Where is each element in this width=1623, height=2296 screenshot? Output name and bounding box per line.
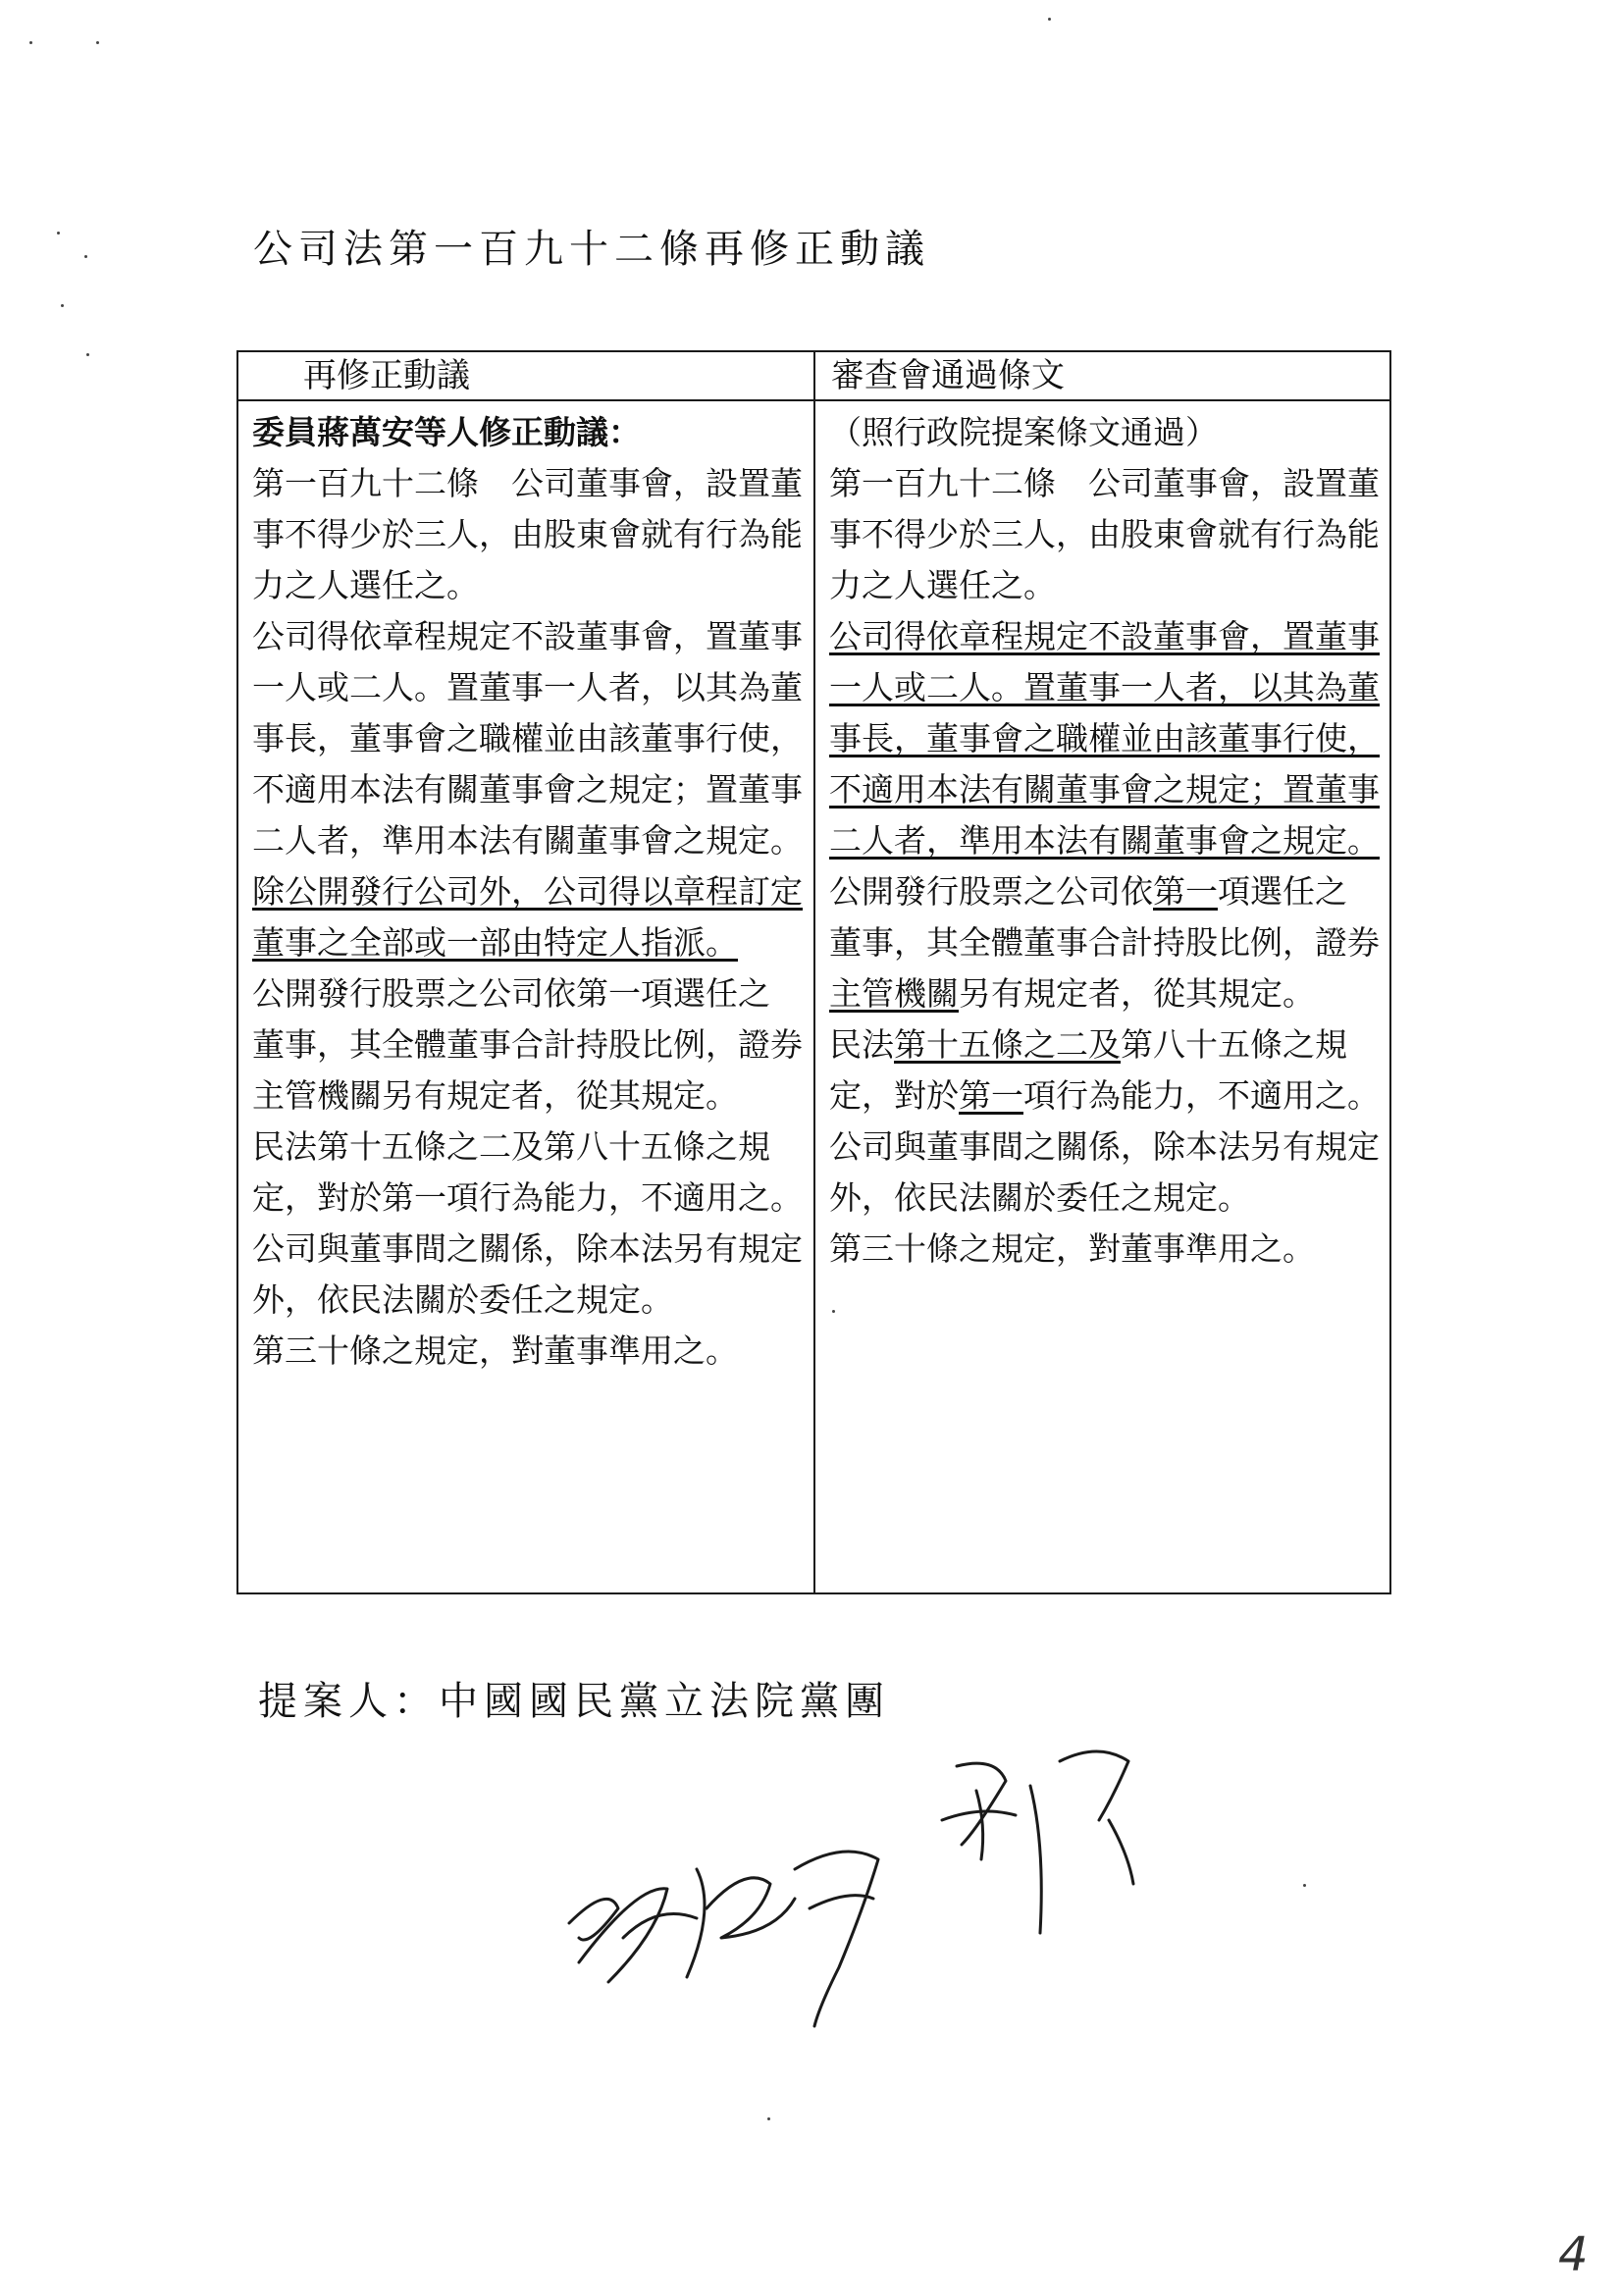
left-column-header: 再修正動議	[237, 351, 814, 400]
right-text-segment: 公司與董事間之關係，除本法另有規定	[829, 1127, 1380, 1166]
scan-speck	[84, 255, 87, 258]
right-text-segment: 民法	[829, 1025, 894, 1064]
right-text-segment: 董事，其全體董事合計持股比例，證券	[829, 923, 1380, 962]
right-text-segment: 一人或二人。置董事一人者，以其為董	[829, 668, 1380, 706]
right-text-segment: 第十五條之二及	[894, 1025, 1121, 1064]
right-text-segment: 主管機關	[829, 974, 959, 1013]
right-text-segment: 公司得依章程規定不設董事會，置董事	[829, 617, 1380, 655]
signature-stroke	[957, 1763, 1006, 1845]
right-text-line	[829, 407, 1380, 458]
right-text-line	[829, 866, 1380, 917]
right-text-line	[829, 458, 1380, 509]
page-number: 4	[1558, 2227, 1589, 2282]
left-text-line: 民法第十五條之二及第八十五條之規	[252, 1127, 770, 1166]
document-title: 公司法第一百九十二條再修正動議	[253, 227, 930, 272]
right-text-line	[829, 968, 1380, 1019]
right-text-segment: 第三十條之規定，對董事準用之。	[829, 1229, 1315, 1268]
left-text-line: 第三十條之規定，對董事準用之。	[252, 1331, 738, 1370]
right-text-line	[829, 662, 1380, 713]
signature-stroke	[1030, 1786, 1041, 1933]
left-text-line: 定，對於第一項行為能力，不適用之。	[252, 1178, 803, 1217]
left-text-line: 事長，董事會之職權並由該董事行使，	[252, 719, 803, 757]
right-text-line	[829, 1019, 1380, 1070]
left-text-line: 主管機關另有規定者，從其規定。	[252, 1076, 738, 1115]
right-text-segment: 第一百九十二條 公司董事會，設置董	[829, 464, 1380, 502]
left-text-line: 公司與董事間之關係，除本法另有規定	[252, 1229, 803, 1268]
signature-stroke	[707, 1878, 795, 1938]
left-text-line: 外，依民法關於委任之規定。	[252, 1280, 673, 1319]
right-column-header: 審查會通過條文	[814, 351, 1390, 400]
signature-stroke	[569, 1899, 618, 1940]
right-text-line	[829, 815, 1380, 866]
right-text-segment: （照行政院提案條文通過）	[829, 413, 1218, 451]
signature-stroke	[1109, 1820, 1133, 1884]
right-text-segment: 項選任之	[1218, 872, 1347, 911]
right-text-line	[829, 713, 1380, 764]
right-text-line	[829, 917, 1380, 968]
right-text-line	[829, 764, 1380, 815]
right-text-segment: 不適用本法有關董事會之規定；置董事	[829, 770, 1380, 809]
comparison-table	[236, 350, 1391, 1594]
right-text-line	[829, 560, 1380, 611]
right-text-segment: 第一	[959, 1076, 1023, 1115]
left-text-line: 公開發行股票之公司依第一項選任之	[252, 974, 770, 1013]
signature-stroke	[687, 1869, 705, 1977]
scan-speck	[57, 232, 60, 235]
right-text-segment: 第一	[1153, 872, 1218, 911]
left-text-line: 公司得依章程規定不設董事會，置董事	[252, 617, 803, 655]
left-text-line: 董事，其全體董事合計持股比例，證券	[252, 1025, 803, 1064]
proposer-line: 提案人：中國國民黨立法院黨團	[258, 1679, 890, 1724]
left-text-line: 二人者，準用本法有關董事會之規定。	[252, 821, 803, 860]
left-text-line: 除公開發行公司外，公司得以章程訂定	[252, 872, 803, 911]
scan-speck	[767, 2117, 770, 2120]
right-text-segment: 二人者，準用本法有關董事會之規定。	[829, 821, 1380, 860]
left-text-line: 一人或二人。置董事一人者，以其為董	[252, 668, 803, 706]
right-text-line	[829, 1122, 1380, 1173]
scan-speck	[61, 304, 64, 307]
scan-speck	[29, 41, 32, 44]
signature-stroke	[795, 1852, 878, 2026]
right-text-line	[829, 1173, 1380, 1224]
right-text-line	[829, 1070, 1380, 1122]
right-text-segment: 力之人選任之。	[829, 566, 1056, 604]
right-text-segment: 另有規定者，從其規定。	[959, 974, 1315, 1013]
left-text-line: 事不得少於三人，由股東會就有行為能	[252, 515, 803, 553]
right-text-segment: 事長，董事會之職權並由該董事行使，	[829, 719, 1380, 757]
right-text-segment: 項行為能力，不適用之。	[1023, 1076, 1380, 1115]
scan-speck	[1303, 1884, 1306, 1887]
signature-stroke	[623, 1914, 697, 1939]
left-text-line: 不適用本法有關董事會之規定；置董事	[252, 770, 803, 809]
right-column-text	[829, 407, 1380, 1275]
right-text-line	[829, 509, 1380, 560]
signature-stroke	[1060, 1751, 1128, 1820]
scan-speck	[96, 41, 99, 44]
scan-speck	[86, 353, 89, 356]
scan-speck	[832, 1310, 835, 1313]
right-text-line	[829, 1224, 1380, 1275]
right-text-segment: 第八十五條之規	[1121, 1025, 1347, 1064]
right-text-segment: 公開發行股票之公司依	[829, 872, 1153, 911]
right-text-line	[829, 611, 1380, 662]
right-text-segment: 定，對於	[829, 1076, 959, 1115]
left-text-line: 委員蔣萬安等人修正動議：	[252, 413, 641, 451]
left-text-line: 第一百九十二條 公司董事會，設置董	[252, 464, 803, 502]
scan-speck	[1048, 18, 1051, 21]
left-text-line: 力之人選任之。	[252, 566, 479, 604]
signature-stroke	[942, 1811, 1016, 1820]
right-column-cell	[814, 400, 1390, 1593]
right-text-segment: 外，依民法關於委任之規定。	[829, 1178, 1250, 1217]
handwritten-signatures	[550, 1737, 1158, 2031]
left-column-text	[252, 407, 804, 1377]
left-column-cell	[237, 400, 814, 1593]
left-text-line: 董事之全部或一部由特定人指派。	[252, 923, 738, 962]
right-text-segment: 事不得少於三人，由股東會就有行為能	[829, 515, 1380, 553]
